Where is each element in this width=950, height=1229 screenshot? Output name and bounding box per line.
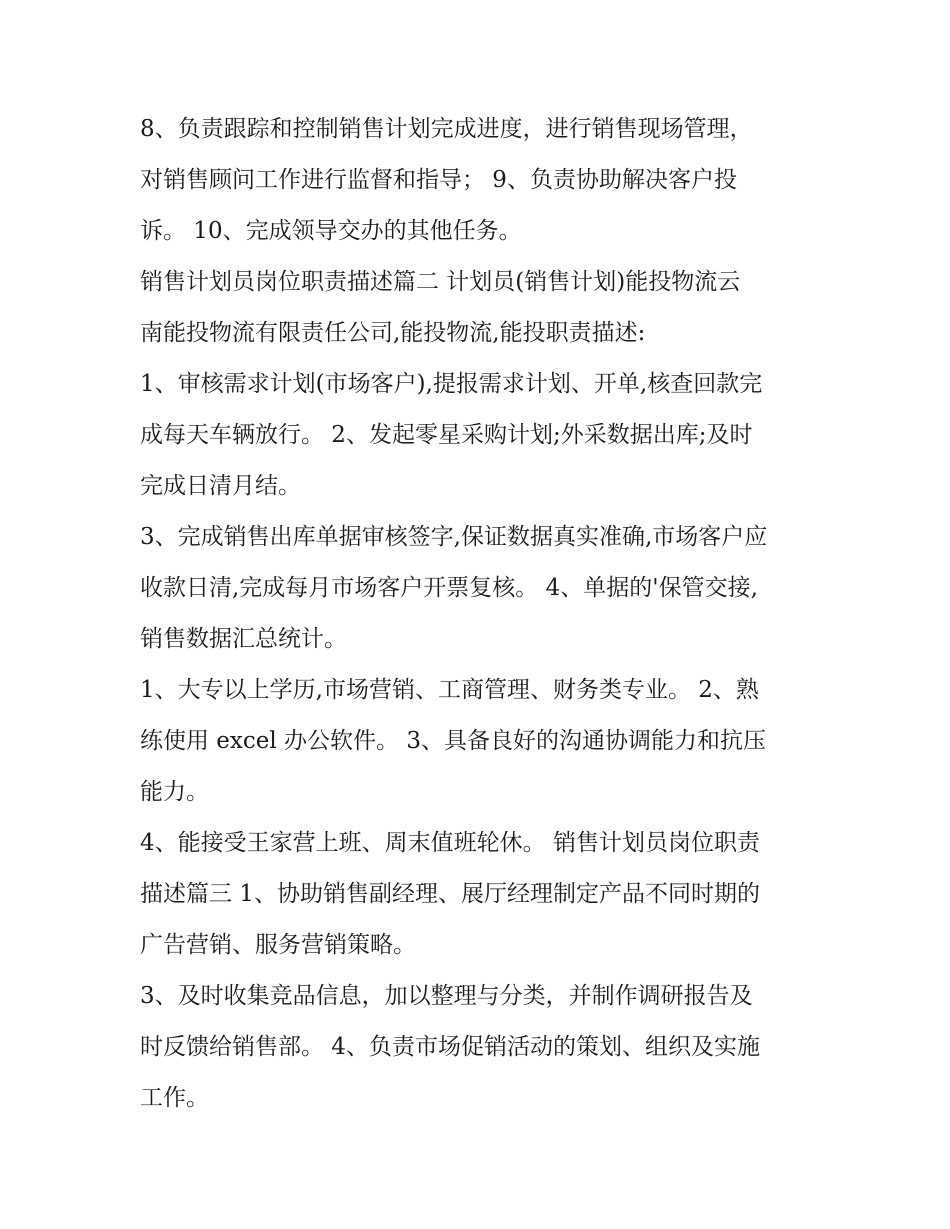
text-line: 完成日清月结。 [140, 473, 301, 499]
text-line: 对销售顾问工作进行监督和指导； 9、负责协助解决客户投 [140, 167, 737, 193]
text-line: 描述篇三 1、协助销售副经理、展厅经理制定产品不同时期的 [140, 881, 760, 907]
paragraph [140, 512, 810, 665]
paragraph [140, 104, 810, 257]
text-line: 销售计划员岗位职责描述篇二 计划员(销售计划)能投物流云 [140, 269, 741, 295]
paragraph [140, 971, 810, 1124]
paragraph [140, 665, 810, 818]
text-line: 工作。 [140, 1085, 209, 1111]
text-line: 时反馈给销售部。 4、负责市场促销活动的策划、组织及实施 [140, 1034, 760, 1060]
text-line: 练使用 excel 办公软件。 3、具备良好的沟通协调能力和抗压 [140, 728, 766, 754]
text-line: 南能投物流有限责任公司,能投物流,能投职责描述: [140, 320, 646, 346]
text-line: 成每天车辆放行。 2、发起零星采购计划;外采数据出库;及时 [140, 422, 753, 448]
text-line: 4、能接受王家营上班、周末值班轮休。 销售计划员岗位职责 [140, 830, 760, 856]
text-line: 诉。 10、完成领导交办的其他任务。 [140, 218, 522, 244]
paragraph [140, 359, 810, 512]
text-line: 1、大专以上学历,市场营销、工商管理、财务类专业。 2、熟 [140, 677, 759, 703]
paragraph [140, 257, 810, 359]
text-line: 3、完成销售出库单据审核签字,保证数据真实准确,市场客户应 [140, 524, 768, 550]
text-line: 1、审核需求计划(市场客户),提报需求计划、开单,核查回款完 [140, 371, 763, 397]
text-line: 销售数据汇总统计。 [140, 626, 347, 652]
text-line: 收款日清,完成每月市场客户开票复核。 4、单据的'保管交接, [140, 575, 758, 601]
text-line: 3、及时收集竞品信息，加以整理与分类，并制作调研报告及 [140, 983, 753, 1009]
document-body [140, 104, 810, 1124]
paragraph [140, 818, 810, 971]
text-line: 广告营销、服务营销策略。 [140, 932, 416, 958]
text-line: 能力。 [140, 779, 209, 805]
text-line: 8、负责跟踪和控制销售计划完成进度，进行销售现场管理， [140, 116, 753, 142]
